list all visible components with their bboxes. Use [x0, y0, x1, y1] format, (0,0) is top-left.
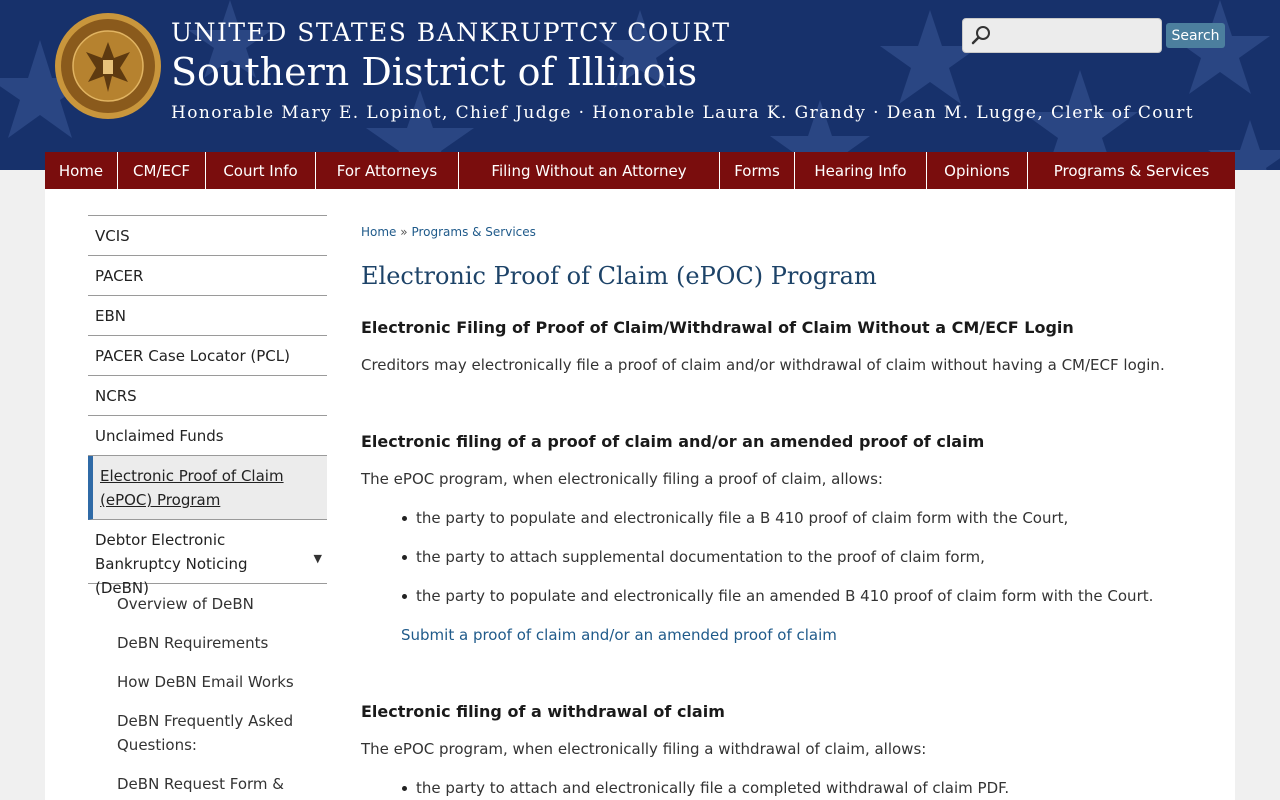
search-button[interactable]: Search — [1166, 23, 1225, 48]
site-header — [0, 0, 1280, 170]
list-item: the party to attach supplemental documentation to the proof of claim form, — [416, 548, 985, 566]
court-name: UNITED STATES BANKRUPTCY COURT — [171, 18, 731, 47]
nav-item-cmecf[interactable]: CM/ECF — [118, 152, 206, 189]
search-input[interactable] — [962, 18, 1162, 53]
sidebar-item-label: NCRS — [95, 387, 137, 405]
chevron-down-icon[interactable]: ▼ — [313, 552, 322, 565]
breadcrumb-separator: » — [400, 225, 408, 239]
sidebar-item-label: EBN — [95, 307, 126, 325]
section-heading-no-login: Electronic Filing of Proof of Claim/Withdrawal of Claim Without a CM/ECF Login — [361, 318, 1074, 337]
sidebar-item-debn[interactable] — [88, 520, 327, 597]
list-item: the party to attach and electronically file a completed withdrawal of claim PDF. — [416, 779, 1010, 797]
section-intro-proof-of-claim: The ePOC program, when electronically filing a proof of claim, allows: — [361, 470, 883, 488]
sidebar-item-label: Unclaimed Funds — [95, 427, 224, 445]
sidebar-subitem-debn-request-form[interactable] — [88, 772, 327, 796]
nav-item-hearing-info[interactable]: Hearing Info — [795, 152, 927, 189]
court-seal-icon — [54, 12, 162, 120]
sidebar-subitem-label: DeBN Frequently Asked Questions: — [117, 712, 294, 754]
sidebar-subitem-debn-email[interactable] — [88, 670, 327, 709]
sidebar-item-label: PACER Case Locator (PCL) — [95, 347, 290, 365]
sidebar-item-label: Debtor Electronic Bankruptcy Noticing (DeBN) — [95, 531, 248, 597]
nav-item-forms[interactable]: Forms — [720, 152, 795, 189]
nav-item-opinions[interactable]: Opinions — [927, 152, 1028, 189]
breadcrumb-home-link[interactable]: Home — [361, 225, 397, 239]
sidebar-item-ebn[interactable] — [88, 296, 327, 336]
section-intro-withdrawal: The ePOC program, when electronically filing a withdrawal of claim, allows: — [361, 740, 927, 758]
sidebar-item-pacer[interactable] — [88, 256, 327, 296]
section-text-no-login: Creditors may electronically file a proof of claim and/or withdrawal of claim without having a CM/ECF login. — [361, 356, 1165, 374]
nav-item-filing-without-attorney[interactable]: Filing Without an Attorney — [459, 152, 720, 189]
breadcrumb-current-link[interactable]: Programs & Services — [411, 225, 536, 239]
sidebar-subitem-label: DeBN Requirements — [117, 634, 269, 652]
sidebar-subitem-label: How DeBN Email Works — [117, 673, 294, 691]
section-heading-withdrawal: Electronic filing of a withdrawal of claim — [361, 702, 725, 721]
sidebar-subitem-label: DeBN Request Form & — [117, 775, 285, 793]
sidebar-subitem-debn-faq[interactable] — [88, 709, 327, 772]
sidebar-item-ncrs[interactable] — [88, 376, 327, 416]
sidebar-subitem-label: Overview of DeBN — [117, 595, 254, 613]
page-title: Electronic Proof of Claim (ePOC) Program — [361, 262, 877, 290]
section-heading-proof-of-claim: Electronic filing of a proof of claim and/or an amended proof of claim — [361, 432, 985, 451]
sidebar-item-label: PACER — [95, 267, 144, 285]
district-name: Southern District of Illinois — [171, 50, 698, 94]
breadcrumb — [361, 225, 536, 239]
sidebar-subitem-debn-requirements[interactable] — [88, 631, 327, 670]
main-nav — [45, 152, 1235, 189]
list-item: the party to populate and electronically file a B 410 proof of claim form with the Court, — [416, 509, 1069, 527]
sidebar-item-unclaimed-funds[interactable] — [88, 416, 327, 456]
sidebar-nav — [88, 215, 327, 796]
sidebar-item-pcl[interactable] — [88, 336, 327, 376]
nav-item-court-info[interactable]: Court Info — [206, 152, 316, 189]
sidebar-item-vcis[interactable] — [88, 216, 327, 256]
submit-proof-of-claim-link[interactable]: Submit a proof of claim and/or an amended proof of claim — [401, 626, 837, 644]
list-item: the party to populate and electronically file an amended B 410 proof of claim form with the Court. — [416, 587, 1154, 605]
sidebar-item-label: Electronic Proof of Claim (ePOC) Program — [100, 467, 284, 509]
sidebar-item-label: VCIS — [95, 227, 130, 245]
officials-line: Honorable Mary E. Lopinot, Chief Judge · Honorable Laura K. Grandy · Dean M. Lugge, Clerk of Court — [171, 103, 1195, 123]
nav-item-for-attorneys[interactable]: For Attorneys — [316, 152, 459, 189]
sidebar-item-epoc-active[interactable] — [88, 456, 327, 520]
nav-item-programs-services[interactable]: Programs & Services — [1053, 161, 1210, 180]
nav-item-home[interactable]: Home — [45, 152, 118, 189]
